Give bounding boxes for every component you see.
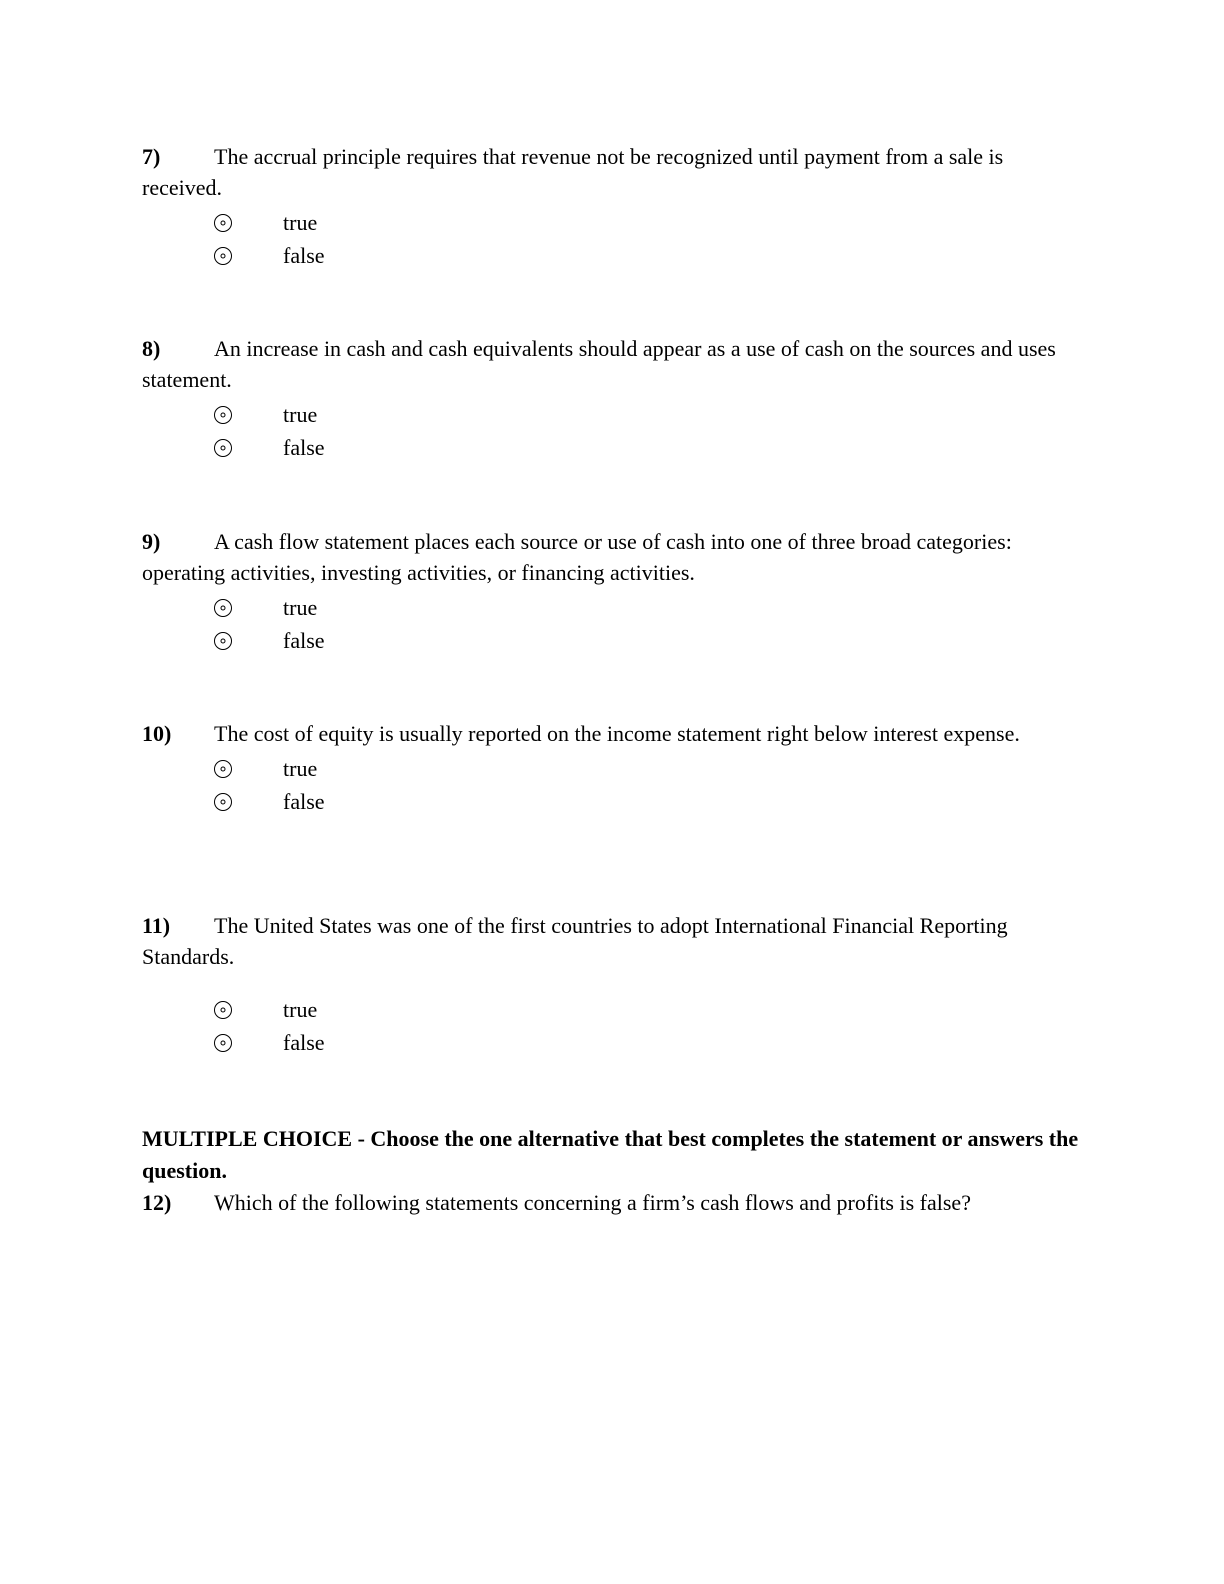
radio-icon[interactable] [214,439,232,457]
answer-options [214,752,1082,818]
option-true[interactable] [214,752,1082,785]
answer-options [214,398,1082,464]
section-heading: MULTIPLE CHOICE - Choose the one alternative that best completes the statement or answers the question. [142,1126,1079,1183]
option-false[interactable] [214,624,1082,657]
option-label: true [283,594,318,620]
question-12 [142,1187,1082,1218]
radio-icon[interactable] [214,214,232,232]
question-number: 12) [142,1190,172,1215]
option-label: false [283,242,325,268]
question-8 [142,333,1082,464]
question-text: An increase in cash and cash equivalents should appear as a use of cash on the sources and uses statement. [142,336,1056,392]
option-label: true [283,209,318,235]
option-true[interactable] [214,993,1082,1026]
radio-icon[interactable] [214,247,232,265]
question-text: A cash flow statement places each source or use of cash into one of three broad categories: operating activities, investing activities, or financing activities. [142,529,1012,585]
answer-options [214,591,1082,657]
question-11 [142,910,1082,1059]
question-10 [142,718,1082,818]
option-label: false [283,788,325,814]
question-number: 10) [142,721,172,746]
option-true[interactable] [214,206,1082,239]
radio-icon[interactable] [214,1001,232,1019]
option-false[interactable] [214,1026,1082,1059]
question-text: Which of the following statements concerning a firm’s cash flows and profits is false? [214,1190,971,1215]
option-label: false [283,627,325,653]
option-label: true [283,755,318,781]
question-stem [142,141,1082,203]
question-number: 9) [142,529,161,554]
answer-options [214,206,1082,272]
radio-icon[interactable] [214,760,232,778]
question-7 [142,141,1082,272]
question-stem [142,526,1082,588]
question-number: 7) [142,144,161,169]
option-false[interactable] [214,239,1082,272]
option-true[interactable] [214,591,1082,624]
option-label: false [283,434,325,460]
option-label: true [283,401,318,427]
question-stem [142,910,1082,972]
radio-icon[interactable] [214,632,232,650]
question-number: 8) [142,336,161,361]
radio-icon[interactable] [214,599,232,617]
question-text: The cost of equity is usually reported on the income statement right below interest expense. [214,721,1020,746]
option-label: false [283,1029,325,1055]
question-9 [142,526,1082,657]
radio-icon[interactable] [214,406,232,424]
question-stem [142,718,1082,749]
question-text: The United States was one of the first countries to adopt International Financial Reporting Standards. [142,913,1008,969]
option-false[interactable] [214,431,1082,464]
radio-icon[interactable] [214,1034,232,1052]
answer-options [214,993,1082,1059]
option-true[interactable] [214,398,1082,431]
radio-icon[interactable] [214,793,232,811]
question-text: The accrual principle requires that revenue not be recognized until payment from a sale is received. [142,144,1004,200]
option-label: true [283,996,318,1022]
question-number: 11) [142,913,171,938]
multiple-choice-section [142,1123,1082,1218]
option-false[interactable] [214,785,1082,818]
question-stem [142,333,1082,395]
